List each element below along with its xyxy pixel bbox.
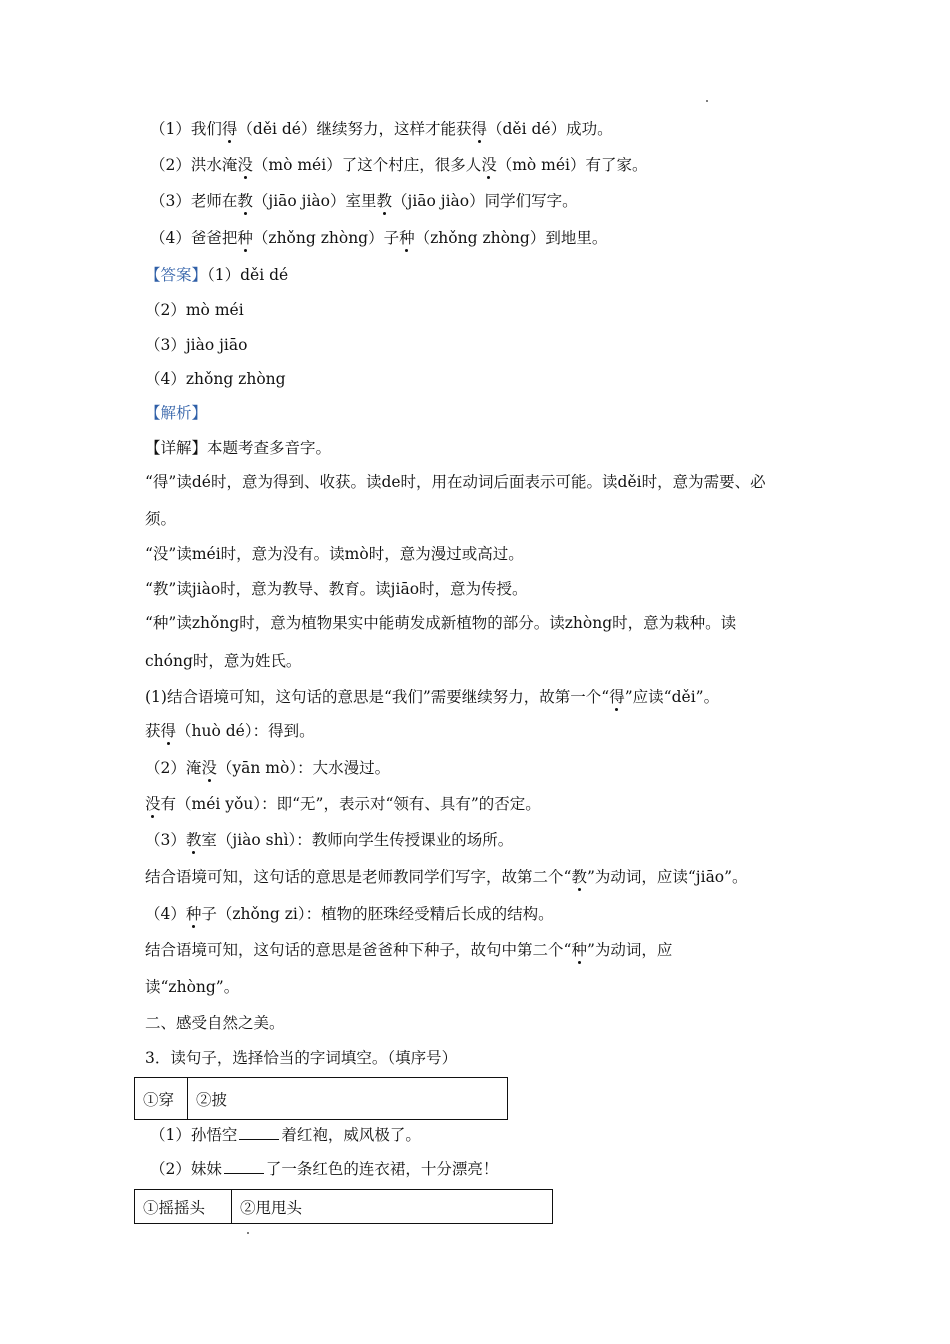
- option-cell: ①摇摇头: [135, 1190, 232, 1223]
- dotted-char: 种: [571, 941, 587, 959]
- explain-jiao: “教”读jiào时，意为教导、教育。读jiāo时，意为传授。: [145, 580, 528, 598]
- explain-1a: (1)结合语境可知，这句话的意思是“我们”需要继续努力，故第一个“得”应读“děi”。: [145, 688, 720, 706]
- dotted-char: 得: [160, 722, 177, 740]
- dotted-char: 教: [185, 831, 202, 849]
- question-4: （4）爸爸把种（zhǒng zhòng）子种（zhǒng zhòng）到地里。: [150, 229, 608, 247]
- explain-3b: 结合语境可知，这句话的意思是老师教同学们写字，故第二个“教”为动词，应读“jiāo”。: [145, 868, 748, 886]
- analysis-label: 【解析】: [145, 404, 208, 422]
- dotted-char: 得: [221, 120, 238, 138]
- explain-zhong-2: chóng时，意为姓氏。: [145, 652, 302, 670]
- question-3-title: 3．读句子，选择恰当的字词填空。（填序号）: [145, 1049, 458, 1067]
- dotted-char: 得: [471, 120, 487, 138]
- question-3: （3）老师在教（jiāo jiào）室里教（jiāo jiào）同学们写字。: [150, 192, 578, 210]
- explain-2b: 没有（méi yǒu）：即“无”，表示对“领有、具有”的否定。: [145, 795, 541, 813]
- option-cell: ②披: [196, 1090, 228, 1109]
- fill-blank[interactable]: [239, 1125, 279, 1140]
- dotted-char: 教: [237, 192, 253, 210]
- dotted-char: 种: [185, 905, 202, 923]
- dotted-char: 种: [399, 229, 415, 247]
- dotted-char: 教: [571, 868, 587, 886]
- explain-4c: 读“zhòng”。: [145, 978, 240, 996]
- fill-blank[interactable]: [224, 1159, 264, 1174]
- answer-line-3: （3）jiào jiāo: [145, 336, 248, 354]
- section-title: 二、感受自然之美。: [145, 1014, 285, 1032]
- answer-line-2: （2）mò méi: [145, 301, 244, 319]
- explain-2a: （2）淹没（yān mò）：大水漫过。: [145, 759, 391, 777]
- sentence-2: （2）妹妹 了一条红色的连衣裙，十分漂亮！: [150, 1160, 499, 1178]
- explain-1b: 获得（huò dé）：得到。: [145, 722, 315, 740]
- dotted-char: 种: [237, 229, 253, 247]
- options-table-2: [134, 1189, 553, 1224]
- dotted-char: 教: [376, 192, 393, 210]
- dotted-char: 没: [237, 156, 253, 174]
- dotted-char: 没: [481, 156, 497, 174]
- explain-mei: “没”读méi时，意为没有。读mò时，意为漫过或高过。: [145, 545, 524, 563]
- answer-line-1: 【答案】（1）děi dé: [145, 266, 289, 284]
- sentence-1: （1）孙悟空 着红袍，威风极了。: [150, 1126, 421, 1144]
- explain-de-1: “得”读dé时，意为得到、收获。读de时，用在动词后面表示可能。读děi时，意为需要、必: [145, 473, 766, 491]
- answer-label: 【答案】: [145, 266, 208, 284]
- detail-line: 【详解】本题考查多音字。: [145, 439, 332, 457]
- explain-4a: （4）种子（zhǒng zi）：植物的胚珠经受精后长成的结构。: [145, 905, 554, 923]
- option-cell: ①穿: [135, 1078, 188, 1119]
- explain-3a: （3）教室（jiào shì）：教师向学生传授课业的场所。: [145, 831, 514, 849]
- dotted-char: 没: [201, 759, 217, 777]
- answer-line-4: （4）zhǒng zhòng: [145, 370, 286, 388]
- options-table-1: [134, 1077, 508, 1120]
- explain-zhong-1: “种”读zhǒng时，意为植物果实中能萌发成新植物的部分。读zhòng时，意为栽种。读: [145, 614, 737, 632]
- dotted-char: 得: [609, 688, 625, 706]
- question-1: （1）我们得（děi dé）继续努力，这样才能获得（děi dé）成功。: [150, 120, 613, 138]
- question-2: （2）洪水淹没（mò méi）了这个村庄，很多人没（mò méi）有了家。: [150, 156, 648, 174]
- speck-top: [706, 100, 708, 102]
- explain-4b: 结合语境可知，这句话的意思是爸爸种下种子，故句中第二个“种”为动词，应: [145, 941, 673, 959]
- speck-bottom: [247, 1232, 249, 1234]
- explain-de-2: 须。: [145, 510, 177, 528]
- dotted-char: 没: [145, 795, 161, 813]
- option-cell: ②甩甩头: [240, 1198, 303, 1217]
